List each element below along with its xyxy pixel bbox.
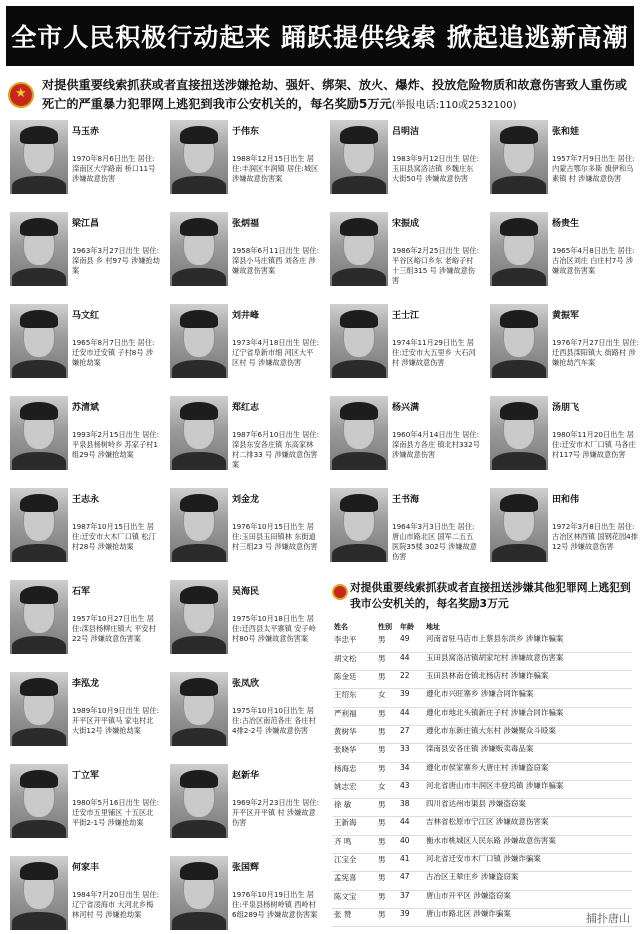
- fugitive-card: [6, 672, 162, 766]
- table-row: [332, 854, 632, 872]
- mugshot-photo: [330, 120, 388, 194]
- hair-shape: [20, 402, 58, 420]
- table-row: [332, 652, 632, 670]
- police-emblem-icon: [8, 82, 34, 108]
- fugitive-name: 刘金龙: [232, 495, 260, 505]
- shoulders-shape: [492, 176, 546, 194]
- table-cell: 44: [398, 707, 424, 725]
- fugitive-name: 梁江昌: [72, 219, 100, 229]
- shoulders-shape: [332, 176, 386, 194]
- shoulders-shape: [492, 268, 546, 286]
- banner-title: 全市人民积极行动起来 踊跃提供线索 掀起追逃新高潮: [6, 6, 634, 66]
- hair-shape: [180, 770, 218, 788]
- table-cell: 男: [376, 799, 398, 817]
- shoulders-shape: [12, 268, 66, 286]
- fugitive-card: [326, 304, 482, 398]
- table-row: [332, 689, 632, 707]
- shoulders-shape: [172, 728, 226, 746]
- table-cell: 江宝全: [332, 854, 376, 872]
- fugitive-name: 刘井峰: [232, 311, 260, 321]
- fugitive-card: [6, 856, 162, 934]
- fugitive-name: 张国辉: [232, 863, 260, 873]
- mugshot-photo: [170, 580, 228, 654]
- fugitive-name: 郑红志: [232, 403, 260, 413]
- fugitive-card: [486, 396, 640, 490]
- column-header: 地址: [426, 623, 440, 631]
- fugitive-info: 1984年7月20日出生 居住:辽宁省凌海市 大河北乡梅林河村 号 涉嫌抢劫案: [72, 890, 160, 919]
- fugitive-info: 1980年11月20日出生 居住:迁安市木厂口镇 马各庄村117号 涉嫌故意伤害: [552, 430, 636, 459]
- mugshot-photo: [170, 304, 228, 378]
- fugitive-card: [6, 212, 162, 306]
- fugitive-name: 杨兴满: [392, 403, 420, 413]
- fugitive-card: [166, 580, 322, 674]
- shoulders-shape: [12, 912, 66, 930]
- mugshot-photo: [170, 396, 228, 470]
- fugitive-name: 苏清斌: [72, 403, 100, 413]
- fugitive-info: 1964年3月3日出生 居住:唐山市路北区 国军二五五医院35楼 302号 涉嫌故意伤害: [392, 522, 477, 561]
- fugitive-info: 1976年10月15日出生 居住:玉田县玉田镇林 东街道村三组23 号 涉嫌故意伤害: [232, 522, 318, 551]
- mugshot-photo: [490, 212, 548, 286]
- shoulders-shape: [332, 452, 386, 470]
- table-cell: 49: [398, 634, 424, 652]
- mugshot-photo: [10, 580, 68, 654]
- hair-shape: [340, 310, 378, 328]
- table-cell: 男: [376, 744, 398, 762]
- mugshot-photo: [10, 396, 68, 470]
- fugitive-card: [6, 396, 162, 490]
- table-cell: 44: [398, 652, 424, 670]
- table-cell: 古冶区王辇庄乡 涉嫌盗窃案: [424, 872, 632, 890]
- mugshot-photo: [330, 488, 388, 562]
- fugitive-name: 王志永: [72, 495, 100, 505]
- table-cell: 河北省迁安市木厂口镇 涉嫌诈骗案: [424, 854, 632, 872]
- fugitive-info: 1987年10月15日出生 居住:迁安市大木厂口镇 松汀村28号 涉嫌抢劫案: [72, 522, 156, 551]
- fugitive-info: 1970年8月6日出生 居住:滦南区大学路南 桥口11号 涉嫌故意伤害: [72, 154, 156, 183]
- mugshot-photo: [10, 856, 68, 930]
- table-cell: 胡文松: [332, 652, 376, 670]
- watermark: 捕扑唐山: [586, 912, 630, 925]
- table-cell: 黄树华: [332, 725, 376, 743]
- police-emblem-icon: [332, 584, 348, 600]
- fugitive-info: 1989年10月9日出生 居住:开平区开平镇马 家屯村北大街12号 涉嫌抢劫案: [72, 706, 160, 735]
- fugitive-table: [332, 620, 632, 927]
- table-cell: 39: [398, 689, 424, 707]
- shoulders-shape: [12, 820, 66, 838]
- table-cell: 河北省唐山市丰润区丰登坞镇 涉嫌诈骗案: [424, 780, 632, 798]
- fugitive-info: 1969年2月23日出生 居住:开平区开平镇 村 涉嫌故意伤害: [232, 798, 320, 827]
- table-cell: 齐 鸣: [332, 835, 376, 853]
- fugitive-name: 汤朋飞: [552, 403, 580, 413]
- table-cell: 玉田县窝洛沽镇胡家坨村 涉嫌故意伤害案: [424, 652, 632, 670]
- hair-shape: [20, 770, 58, 788]
- fugitive-name: 黄振军: [552, 311, 580, 321]
- fugitive-name: 杨贵生: [552, 219, 580, 229]
- hair-shape: [180, 402, 218, 420]
- table-cell: 唐山市开平区 涉嫌盗窃案: [424, 890, 632, 908]
- hair-shape: [20, 126, 58, 144]
- fugitive-name: 宋振成: [392, 219, 420, 229]
- mugshot-photo: [10, 764, 68, 838]
- fugitive-card: [166, 396, 322, 490]
- fugitive-info: 1965年4月8日出生 居住:古冶区刘庄 白庄村7号 涉嫌故意伤害案: [552, 246, 635, 275]
- table-cell: 39: [398, 908, 424, 926]
- table-row: [332, 762, 632, 780]
- hair-shape: [180, 126, 218, 144]
- mugshot-photo: [170, 764, 228, 838]
- fugitive-card: [6, 120, 162, 214]
- mugshot-photo: [170, 212, 228, 286]
- fugitive-name: 吕明洁: [392, 127, 420, 137]
- shoulders-shape: [172, 544, 226, 562]
- fugitive-info: 1976年7月27日出生 居住:迁西县滦阳镇大 街路村 涉嫌抢劫汽车案: [552, 338, 640, 367]
- table-row: [332, 835, 632, 853]
- fugitive-info: 1965年8月7日出生 居住:迁安市迁安镇 子村8号 涉嫌抢劫案: [72, 338, 155, 367]
- fugitive-card: [166, 856, 322, 934]
- fugitive-info: 1983年9月12日出生 居住:玉田县窝洛沽镇 乡魏庄东大街50号 涉嫌故意伤害: [392, 154, 480, 183]
- hair-shape: [500, 310, 538, 328]
- table-cell: 40: [398, 835, 424, 853]
- table-cell: 男: [376, 707, 398, 725]
- fugitive-info: 1975年10月10日出生 居住:古冶区南范各庄 各庄村4排2-2号 涉嫌故意伤害: [232, 706, 316, 735]
- shoulders-shape: [12, 636, 66, 654]
- fugitive-name: 张炳福: [232, 219, 260, 229]
- table-row: [332, 872, 632, 890]
- table-cell: 男: [376, 908, 398, 926]
- table-cell: 27: [398, 725, 424, 743]
- table-cell: 四川省达州市渠县 涉嫌盗窃案: [424, 799, 632, 817]
- mugshot-photo: [170, 120, 228, 194]
- fugitive-name: 赵新华: [232, 771, 260, 781]
- mugshot-photo: [490, 488, 548, 562]
- table-cell: 女: [376, 780, 398, 798]
- mugshot-photo: [170, 856, 228, 930]
- fugitive-info: 1960年4月14日出生 居住:滦南县方各庄 镇北村332号 涉嫌故意伤害: [392, 430, 480, 459]
- fugitive-name: 田和伟: [552, 495, 580, 505]
- hair-shape: [20, 310, 58, 328]
- fugitive-info: 1986年2月25日出生 居住:平谷区峪口乡东 老峪子村十三组315 号 涉嫌故意伤害: [392, 246, 480, 285]
- table-cell: 吉林省松原市宁江区 涉嫌故意伤害案: [424, 817, 632, 835]
- mugshot-photo: [490, 120, 548, 194]
- table-row: [332, 890, 632, 908]
- fugitive-info: 1987年6月10日出生 居住:滦县东安各庄镇 东高家林村二排33 号 涉嫌故意伤害案: [232, 430, 320, 469]
- hair-shape: [180, 218, 218, 236]
- fugitive-card: [166, 120, 322, 214]
- table-cell: 衡水市桃城区人民东路 涉嫌故意伤害案: [424, 835, 632, 853]
- shoulders-shape: [172, 912, 226, 930]
- shoulders-shape: [12, 728, 66, 746]
- mugshot-photo: [170, 488, 228, 562]
- fugitive-info: 1957年10月27日出生 居住:滦县杨柳庄镇大 平安村22号 涉嫌故意伤害案: [72, 614, 156, 643]
- shoulders-shape: [172, 636, 226, 654]
- table-cell: 徐 敏: [332, 799, 376, 817]
- hair-shape: [340, 126, 378, 144]
- table-cell: 陈金廷: [332, 671, 376, 689]
- fugitive-card: [166, 212, 322, 306]
- hair-shape: [500, 402, 538, 420]
- fugitive-card: [326, 212, 482, 306]
- hair-shape: [20, 678, 58, 696]
- fugitive-name: 王书海: [392, 495, 420, 505]
- table-cell: 张 赞: [332, 908, 376, 926]
- fugitive-info: 1974年11月29日出生 居住:迁安市大五里乡 大石河村 涉嫌故意伤害: [392, 338, 476, 367]
- table-cell: 遵化市东新庄镇大东村 涉嫌聚众斗殴案: [424, 725, 632, 743]
- shoulders-shape: [12, 544, 66, 562]
- table-cell: 男: [376, 817, 398, 835]
- list-heading: 对提供重要线索抓获或者直接扭送涉嫌其他犯罪网上逃犯到我市公安机关的，每名奖励3万元: [350, 581, 631, 610]
- fugitive-card: [326, 396, 482, 490]
- fugitive-card: [486, 488, 640, 582]
- fugitive-name: 何家丰: [72, 863, 100, 873]
- shoulders-shape: [172, 176, 226, 194]
- fugitive-name: 张凤欣: [232, 679, 260, 689]
- table-row: [332, 634, 632, 652]
- fugitive-name: 于伟东: [232, 127, 260, 137]
- mugshot-photo: [10, 120, 68, 194]
- hair-shape: [20, 586, 58, 604]
- table-cell: 22: [398, 671, 424, 689]
- table-row: [332, 744, 632, 762]
- table-cell: 严利福: [332, 707, 376, 725]
- table-cell: 男: [376, 890, 398, 908]
- table-cell: 男: [376, 835, 398, 853]
- table-cell: 男: [376, 762, 398, 780]
- hair-shape: [20, 862, 58, 880]
- hair-shape: [180, 310, 218, 328]
- table-cell: 33: [398, 744, 424, 762]
- shoulders-shape: [12, 176, 66, 194]
- fugitive-card: [6, 488, 162, 582]
- table-cell: 陈文宝: [332, 890, 376, 908]
- table-cell: 遵化市地北头镇新庄子村 涉嫌合同诈骗案: [424, 707, 632, 725]
- fugitive-name: 王士江: [392, 311, 420, 321]
- table-cell: 孟宪喜: [332, 872, 376, 890]
- hair-shape: [180, 862, 218, 880]
- hair-shape: [180, 586, 218, 604]
- fugitive-card: [166, 672, 322, 766]
- intro-body: 对提供重要线索抓获或者直接扭送涉嫌抢劫、强奸、绑架、放火、爆炸、投放危险物质和故意伤害致人重伤或死亡的严重暴力犯罪网上逃犯到我市公安机关的，每名奖励5万元: [42, 78, 627, 111]
- mugshot-photo: [170, 672, 228, 746]
- table-cell: 滦南县安各庄镇 涉嫌贩卖毒品案: [424, 744, 632, 762]
- fugitive-card: [326, 488, 482, 582]
- hair-shape: [500, 218, 538, 236]
- shoulders-shape: [172, 268, 226, 286]
- table-cell: 王新海: [332, 817, 376, 835]
- fugitive-card: [166, 764, 322, 858]
- table-cell: 男: [376, 652, 398, 670]
- table-row: [332, 780, 632, 798]
- table-cell: 李忠平: [332, 634, 376, 652]
- fugitive-info: 1993年2月15日出生 居住:平泉县杨树岭乡 苏家子村1组29号 涉嫌抢劫案: [72, 430, 160, 459]
- table-cell: 张晓华: [332, 744, 376, 762]
- mugshot-photo: [10, 672, 68, 746]
- reward-intro: [8, 74, 632, 120]
- table-cell: 41: [398, 854, 424, 872]
- fugitive-info: 1973年4月18日出生 居住:辽宁省阜新市细 河区大平区村 号 涉嫌故意伤害: [232, 338, 320, 367]
- shoulders-shape: [332, 360, 386, 378]
- table-cell: 遵化市兴旺寨乡 涉嫌合同诈骗案: [424, 689, 632, 707]
- table-cell: 河南省驻马店市上蔡县东洪乡 涉嫌诈骗案: [424, 634, 632, 652]
- hair-shape: [180, 494, 218, 512]
- fugitive-name: 丁立军: [72, 771, 100, 781]
- fugitive-name: 马玉赤: [72, 127, 100, 137]
- fugitive-card: [6, 764, 162, 858]
- table-cell: 男: [376, 725, 398, 743]
- table-cell: 男: [376, 634, 398, 652]
- fugitive-info: 1988年12月15日出生 居住:丰润区丰润镇 居住:城区 涉嫌故意伤害案: [232, 154, 319, 183]
- mugshot-photo: [330, 396, 388, 470]
- mugshot-photo: [330, 304, 388, 378]
- mugshot-photo: [330, 212, 388, 286]
- shoulders-shape: [12, 452, 66, 470]
- fugitive-name: 石军: [72, 587, 91, 597]
- mugshot-photo: [10, 304, 68, 378]
- hair-shape: [500, 126, 538, 144]
- fugitive-card: [486, 120, 640, 214]
- table-cell: 王绍东: [332, 689, 376, 707]
- column-header: 性别: [378, 623, 392, 631]
- fugitive-name: 马文红: [72, 311, 100, 321]
- fugitive-card: [6, 304, 162, 398]
- intro-text: [42, 76, 632, 115]
- shoulders-shape: [12, 360, 66, 378]
- shoulders-shape: [172, 820, 226, 838]
- table-cell: 38: [398, 799, 424, 817]
- fugitive-info: 1975年10月18日出生 居住:迁西县太平寨镇 安子岭村80号 涉嫌故意伤害案: [232, 614, 316, 643]
- shoulders-shape: [172, 360, 226, 378]
- fugitive-info: 1963年3月27日出生 居住:滦南县 乡 村97号 涉嫌抢劫案: [72, 246, 160, 275]
- table-row: [332, 671, 632, 689]
- table-cell: 34: [398, 762, 424, 780]
- table-row: [332, 799, 632, 817]
- fugitive-name: 张和娃: [552, 127, 580, 137]
- fugitive-info: 1976年10月19日出生 居住:平泉县杨树岭镇 西岭村6组289号 涉嫌故意伤害案: [232, 890, 318, 919]
- column-header: 姓名: [334, 623, 348, 631]
- mugshot-photo: [10, 488, 68, 562]
- table-row: [332, 707, 632, 725]
- table-cell: 47: [398, 872, 424, 890]
- mugshot-photo: [490, 304, 548, 378]
- mugshot-photo: [10, 212, 68, 286]
- table-cell: 遵化市侯家寨乡大唐庄村 涉嫌盗窃案: [424, 762, 632, 780]
- shoulders-shape: [172, 452, 226, 470]
- table-cell: 男: [376, 671, 398, 689]
- fugitive-card: [486, 212, 640, 306]
- mugshot-photo: [490, 396, 548, 470]
- table-cell: 男: [376, 872, 398, 890]
- fugitive-info: 1958年6月11日出生 居住:滦县小马庄镇西 刘各庄 涉嫌故意伤害案: [232, 246, 320, 275]
- shoulders-shape: [332, 268, 386, 286]
- fugitive-info: 1957年7月9日出生 居住:内蒙古鄂尔多斯 旗伊和乌素镇 村 涉嫌故意伤害: [552, 154, 635, 183]
- shoulders-shape: [492, 452, 546, 470]
- other-fugitives-list: [332, 580, 632, 932]
- table-cell: 37: [398, 890, 424, 908]
- hair-shape: [20, 218, 58, 236]
- table-cell: 女: [376, 689, 398, 707]
- shoulders-shape: [332, 544, 386, 562]
- fugitive-name: 吴海民: [232, 587, 260, 597]
- table-cell: 男: [376, 854, 398, 872]
- fugitive-info: 1980年5月16日出生 居住:迁安市五里铺区 十五区北平街2-1号 涉嫌抢劫案: [72, 798, 160, 827]
- hair-shape: [340, 494, 378, 512]
- hair-shape: [20, 494, 58, 512]
- fugitive-name: 李泓龙: [72, 679, 100, 689]
- table-cell: 杨海忠: [332, 762, 376, 780]
- fugitive-card: [166, 304, 322, 398]
- hair-shape: [340, 218, 378, 236]
- hair-shape: [340, 402, 378, 420]
- shoulders-shape: [492, 544, 546, 562]
- table-cell: 43: [398, 780, 424, 798]
- column-header: 年龄: [400, 623, 414, 631]
- table-row: [332, 725, 632, 743]
- fugitive-card: [6, 580, 162, 674]
- hair-shape: [180, 678, 218, 696]
- table-cell: 姚志宏: [332, 780, 376, 798]
- table-cell: 玉田县林南仓镇北杨店村 涉嫌诈骗案: [424, 671, 632, 689]
- table-cell: 唐山市路北区 涉嫌诈骗案: [424, 908, 632, 926]
- fugitive-card: [166, 488, 322, 582]
- fugitive-info: 1972年3月8日出生 居住:古冶区林西镇 国钢花园4排12号 涉嫌故意伤害: [552, 522, 638, 551]
- shoulders-shape: [492, 360, 546, 378]
- fugitive-card: [486, 304, 640, 398]
- table-row: [332, 817, 632, 835]
- report-tel: (举报电话:110或2532100): [391, 100, 517, 111]
- fugitive-card: [326, 120, 482, 214]
- hair-shape: [500, 494, 538, 512]
- table-cell: 44: [398, 817, 424, 835]
